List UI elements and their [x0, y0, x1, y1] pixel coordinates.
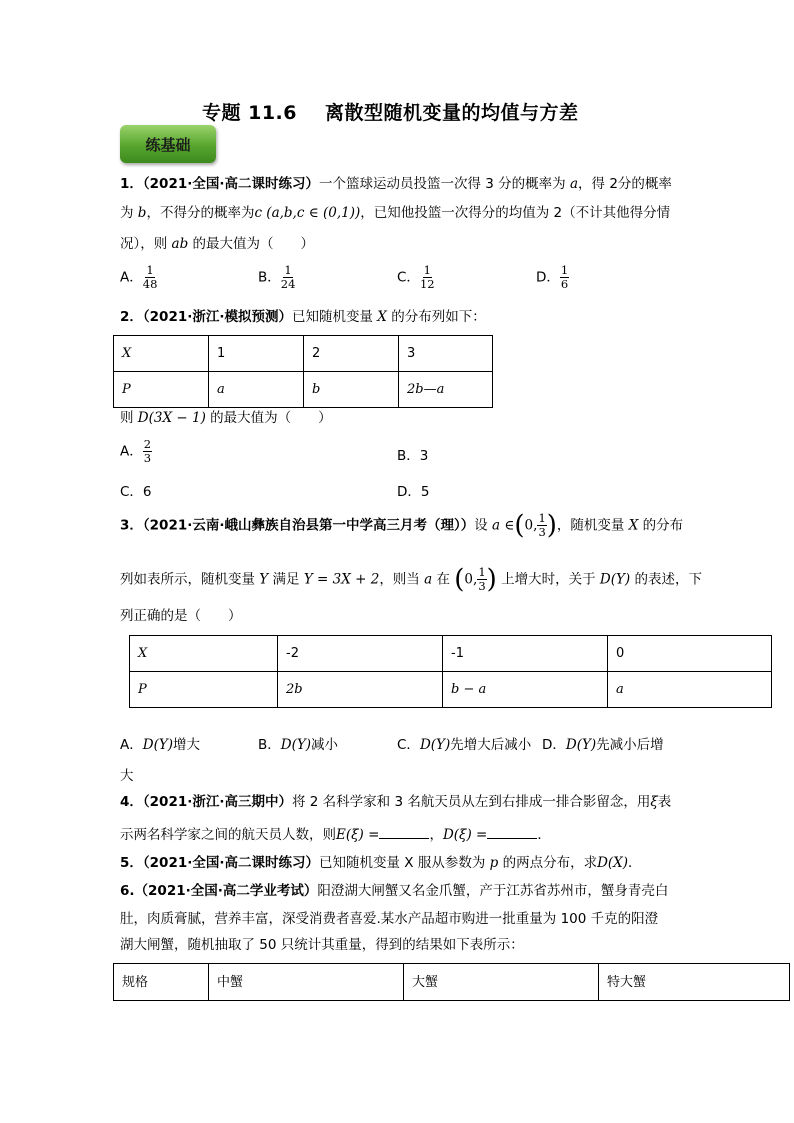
q1-option-d: D． $\frac{1}{6}$ — [536, 263, 569, 292]
table-cell: b — [304, 372, 399, 408]
q3-option-d-wrap: 大 — [120, 768, 134, 784]
table-cell: P — [114, 372, 209, 408]
table-cell: a — [608, 672, 772, 708]
q3-option-b: B．D(Y)减小 — [258, 737, 339, 753]
q3-option-c: C．D(Y)先增大后减小 — [397, 737, 532, 753]
q2-option-d: D．5 — [397, 484, 430, 500]
q2-option-c: C．6 — [120, 484, 152, 500]
table-cell: 1 — [209, 336, 304, 372]
q1-option-a: A． $\frac{1}{48}$ — [120, 263, 158, 292]
table-cell: P — [130, 672, 278, 708]
q1-option-c: C． $\frac{1}{12}$ — [397, 263, 435, 292]
table-cell: 3 — [399, 336, 493, 372]
q6-spec-table — [113, 963, 790, 1001]
q3-option-d: D．D(Y)先减小后增 — [542, 737, 664, 753]
q2-question: 则 D(3X − 1) 的最大值为（ ） — [120, 410, 332, 426]
page-title: 专题 11.6 离散型随机变量的均值与方差 — [202, 102, 579, 124]
q3-line2: 列如表所示，随机变量 Y 满足 Y = 3X + 2，则当 a 在 (0, $\frac{1}{3}$ ) 上增大时，关于 D(Y) 的表述，下 — [120, 564, 702, 595]
q2-option-a: A． $\frac{2}{3}$ — [120, 437, 152, 466]
table-cell: b − a — [443, 672, 608, 708]
table-cell: 特大蟹 — [599, 964, 790, 1001]
table-cell: 中蟹 — [209, 964, 404, 1001]
table-cell: 规格 — [114, 964, 209, 1001]
q4-line1: 4．（2021·浙江·高三期中）将 2 名科学家和 3 名航天员从左到右排成一排合影留念，用ξ表 — [120, 794, 672, 810]
table-cell: -1 — [443, 636, 608, 672]
q5-line: 5．（2021·全国·高二课时练习）已知随机变量 X 服从参数为 p 的两点分布，求D(X)． — [120, 855, 642, 871]
q2-option-b: B．3 — [397, 448, 429, 464]
q2-stem: 2．（2021·浙江·模拟预测）已知随机变量 X 的分布列如下： — [120, 309, 486, 325]
table-cell: 0 — [608, 636, 772, 672]
answer-blank[interactable] — [379, 826, 429, 839]
table-cell: 2b—a — [399, 372, 493, 408]
q6-line1: 6.（2021·全国·高二学业考试）阳澄湖大闸蟹又名金爪蟹，产于江苏省苏州市，蟹身青壳白 — [120, 883, 669, 899]
q1-line3: 况），则 ab 的最大值为（ ） — [120, 236, 315, 252]
q1-line1: 1．（2021·全国·高二课时练习）一个篮球运动员投篮一次得 3 分的概率为 a，得 2分的概率 — [120, 176, 672, 192]
q4-line2: 示两名科学家之间的航天员人数，则E(ξ) = ，D(ξ) = ． — [120, 827, 551, 843]
table-cell: 大蟹 — [404, 964, 599, 1001]
section-badge: 练基础 — [120, 125, 216, 163]
q3-option-a: A．D(Y)增大 — [120, 737, 201, 753]
q1-option-b: B． $\frac{1}{24}$ — [258, 263, 296, 292]
table-cell: X — [130, 636, 278, 672]
q6-line3: 湖大闸蟹，随机抽取了 50 只统计其重量，得到的结果如下表所示： — [120, 937, 524, 953]
q1-line2: 为 b，不得分的概率为c (a,b,c ∈ (0,1))，已知他投篮一次得分的均值为 2（不计其他得分情 — [120, 205, 671, 221]
table-cell: -2 — [278, 636, 443, 672]
q3-line1: 3．（2021·云南·峨山彝族自治县第一中学高三月考（理））设 a ∈(0, $\frac{1}{3}$ )，随机变量 X 的分布 — [120, 510, 684, 541]
table-cell: 2b — [278, 672, 443, 708]
table-cell: a — [209, 372, 304, 408]
q3-line3: 列正确的是（ ） — [120, 608, 242, 624]
q2-distribution-table — [113, 335, 493, 408]
q3-distribution-table — [129, 635, 772, 708]
answer-blank[interactable] — [487, 826, 537, 839]
q6-line2: 肚，肉质膏腻，营养丰富，深受消费者喜爱.某水产品超市购进一批重量为 100 千克的阳澄 — [120, 911, 659, 927]
table-cell: X — [114, 336, 209, 372]
table-cell: 2 — [304, 336, 399, 372]
